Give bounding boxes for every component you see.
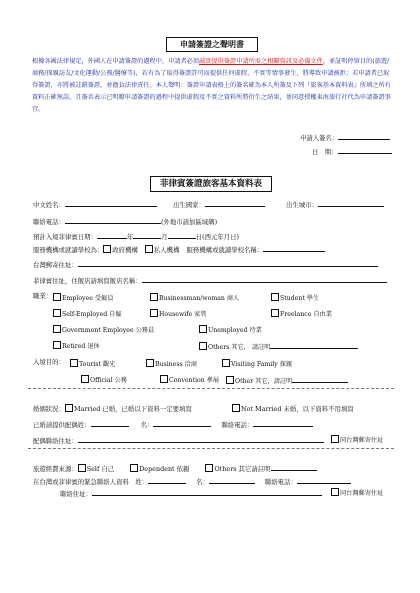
purpose-business-label: Business 洽商	[155, 361, 198, 368]
occupation-self-employed	[53, 309, 122, 318]
employer-name-label: 服務機構或就讀學校名稱：	[186, 246, 264, 254]
gov-agency-label: 政府機構	[112, 246, 138, 254]
departure-day-field[interactable]	[168, 231, 196, 239]
spouse-same-address-checkbox[interactable]	[331, 435, 339, 443]
name-label: 中文姓名：	[33, 201, 65, 209]
expense-others-field[interactable]	[271, 463, 317, 471]
tw-address-label: 台灣郵寄住址：	[33, 261, 78, 269]
employer-name-field[interactable]	[263, 244, 325, 252]
section-divider-2	[28, 448, 394, 449]
marital-row	[33, 404, 192, 414]
occupation-unemployed	[199, 325, 262, 334]
month-label: 月	[161, 233, 168, 241]
purpose-convention	[160, 375, 219, 384]
emergency-phone-field[interactable]	[297, 476, 351, 484]
married-checkbox[interactable]	[65, 404, 73, 412]
phone-note: (外地市請加區域碼)	[160, 218, 218, 226]
employer-label: 服務機構或就讀學校為：	[33, 246, 104, 254]
birth-city-label: 出生城市：	[286, 201, 318, 209]
employer-row	[33, 244, 325, 255]
purpose-other-checkbox[interactable]	[226, 376, 234, 384]
married-label: Married 已婚，已婚以下資料一定要填寫	[73, 405, 192, 413]
applicant-signature-row	[300, 132, 390, 143]
gov-agency-checkbox[interactable]	[103, 245, 111, 253]
occupation-housewife-checkbox[interactable]	[150, 309, 158, 317]
birth-city-row	[286, 199, 384, 210]
form-title: 菲律賓簽證旅客基本資料表	[150, 176, 272, 192]
emergency-surname-field[interactable]	[148, 476, 186, 484]
birth-country-field[interactable]	[205, 199, 265, 207]
purpose-label: 入境目的：	[33, 358, 65, 366]
declaration-text	[32, 56, 392, 116]
ph-address-label: 菲律賓住址，住飯店請填寫飯店名稱：	[33, 277, 142, 285]
purpose-business	[146, 359, 197, 368]
occupation-unemployed-checkbox[interactable]	[199, 325, 207, 333]
birth-country-label: 出生國家：	[173, 201, 205, 209]
occupation-business-label: Businessman/woman 商人	[159, 295, 240, 302]
purpose-official	[81, 375, 127, 384]
ph-address-row	[33, 275, 387, 286]
declaration-highlight: 誠實提供簽證申請所需之相關資訊及必備文件	[199, 58, 323, 65]
occupation-housewife-label: Housewife 家管	[159, 311, 207, 318]
year-label: 年	[126, 233, 134, 241]
ph-address-field[interactable]	[142, 275, 387, 283]
tw-address-field[interactable]	[78, 259, 378, 267]
birth-city-field[interactable]	[318, 199, 384, 207]
spouse-surname-label: 已婚請提供配偶姓：	[33, 421, 91, 429]
purpose-convention-label: Convention 參展	[169, 377, 220, 384]
expense-dependent-checkbox[interactable]	[130, 464, 138, 472]
applicant-signature-field[interactable]	[338, 132, 390, 140]
emergency-same-address-label: 同台灣郵寄住址	[340, 490, 384, 497]
occupation-unemployed-label: Unemployed 待業	[208, 327, 262, 334]
spouse-address-row	[33, 435, 324, 446]
emergency-given-label: 名：	[196, 478, 209, 486]
departure-row	[33, 231, 239, 242]
expense-others-label: Others 其它請註明	[214, 465, 271, 473]
purpose-official-label: Official 公務	[90, 377, 127, 384]
not-married-checkbox[interactable]	[232, 404, 240, 412]
occupation-freelance	[271, 309, 332, 318]
phone-label: 聯絡電話：	[33, 218, 65, 226]
phone-row	[33, 216, 217, 227]
occupation-others	[199, 341, 358, 351]
expense-others-checkbox[interactable]	[205, 464, 213, 472]
occupation-government	[53, 325, 154, 334]
spouse-phone-field[interactable]	[253, 419, 313, 427]
occupation-retired-checkbox[interactable]	[53, 341, 61, 349]
not-married-label: Not Married 未婚，以下資料不用填寫	[241, 405, 354, 413]
emergency-address-field[interactable]	[92, 488, 322, 496]
occupation-self-employed-checkbox[interactable]	[53, 309, 61, 317]
emergency-same-address	[331, 488, 383, 497]
departure-label: 預計入境菲律賓日期：	[33, 233, 97, 241]
expense-label: 旅遊經費來源：	[33, 465, 78, 473]
occupation-self-employed-label: Self-Employed 自僱	[62, 311, 122, 318]
emergency-phone-label: 聯絡電話：	[264, 478, 297, 486]
private-agency-checkbox[interactable]	[145, 245, 153, 253]
spouse-given-field[interactable]	[153, 419, 211, 427]
section-divider-1	[28, 388, 394, 389]
emergency-row	[33, 476, 351, 487]
purpose-visiting-label: Visiting Family 探親	[231, 361, 293, 368]
occupation-employee	[53, 293, 113, 302]
spouse-surname-field[interactable]	[91, 419, 129, 427]
spouse-given-label: 名：	[140, 421, 154, 429]
name-row	[33, 199, 157, 210]
occupation-label: 職業：	[33, 292, 53, 300]
not-married-option	[232, 404, 354, 414]
day-label: 日(西元年月日)	[195, 233, 240, 241]
occupation-student-checkbox[interactable]	[271, 293, 279, 301]
purpose-other-field[interactable]	[292, 375, 348, 383]
purpose-other-label: Other 其它，請註明	[235, 378, 293, 385]
purpose-visiting-checkbox[interactable]	[222, 359, 230, 367]
declaration-title: 申請簽證之聲明書	[166, 37, 258, 52]
spouse-address-field[interactable]	[78, 435, 324, 443]
spouse-row	[33, 419, 313, 430]
occupation-employee-label: Employee 受僱員	[62, 295, 114, 302]
occupation-government-checkbox[interactable]	[53, 325, 61, 333]
tw-address-row	[33, 259, 378, 270]
birth-country-row	[173, 199, 265, 210]
occupation-student-label: Student 學生	[280, 295, 320, 302]
declaration-part-2: ，並証明停留目的(旅遊/商務/探親訪友/文化運動/公務/醫療等)，若有為了取得簽證許可而提供任何虛假、不實等情事發生，將導致申請被拒；若申請者已取得簽證，亦將被註銷簽證，並擔負法律責任。本人聲明：簽證申請表格上的簽名確為本人所簽及下列『旅客基本資料表』所填之所有資料正確無誤，且簽名表示已明瞭申請簽證的過程中提供虛假及不實之資料所將衍生之結果，並同意授權東南旅行社代為申請簽證事宜。	[32, 58, 391, 113]
occupation-freelance-checkbox[interactable]	[271, 309, 279, 317]
occupation-retired	[53, 341, 100, 350]
spouse-same-address	[331, 435, 383, 444]
purpose-business-checkbox[interactable]	[146, 359, 154, 367]
emergency-surname-label: 在台灣或菲律賓的緊急聯絡人資料 姓：	[33, 478, 149, 486]
departure-year-field[interactable]	[97, 231, 127, 239]
purpose-visiting	[222, 359, 292, 368]
occupation-business-checkbox[interactable]	[150, 293, 158, 301]
private-agency-label: 私人機構	[153, 246, 180, 254]
emergency-given-field[interactable]	[209, 476, 255, 484]
date-label: 日 期：	[312, 148, 338, 156]
occupation-business	[150, 293, 239, 302]
emergency-address-label: 聯絡住址：	[60, 490, 92, 498]
purpose-official-checkbox[interactable]	[81, 375, 89, 383]
occupation-employee-checkbox[interactable]	[53, 293, 61, 301]
occupation-others-field[interactable]	[270, 341, 358, 349]
declaration-part-1: 根據各國法律規定，外國人在申請簽證的過程中，申請者必須	[32, 58, 200, 65]
purpose-tourist-checkbox[interactable]	[70, 359, 78, 367]
expense-row	[33, 463, 317, 474]
occupation-retired-label: Retired 退休	[62, 343, 100, 350]
departure-month-field[interactable]	[133, 231, 161, 239]
emergency-address-row	[60, 488, 322, 499]
phone-field[interactable]	[65, 216, 161, 224]
emergency-same-address-checkbox[interactable]	[331, 488, 339, 496]
expense-dependent-label: Dependent 依親	[139, 465, 190, 473]
spouse-same-address-label: 同台灣郵寄住址	[340, 437, 384, 444]
occupation-others-label: Others 其它， 請註明	[208, 344, 271, 351]
date-row	[312, 146, 392, 157]
occupation-others-checkbox[interactable]	[199, 342, 207, 350]
expense-self-checkbox[interactable]	[78, 464, 86, 472]
expense-self-label: Self 自己	[86, 465, 115, 473]
occupation-freelance-label: Freelance 自由業	[280, 311, 332, 318]
purpose-convention-checkbox[interactable]	[160, 375, 168, 383]
spouse-address-label: 配偶聯絡住址：	[33, 437, 78, 445]
name-field[interactable]	[65, 199, 157, 207]
date-field[interactable]	[338, 146, 392, 154]
purpose-tourist-label: Tourist 觀光	[79, 361, 116, 368]
occupation-housewife	[150, 309, 207, 318]
spouse-phone-label: 聯絡電話：	[221, 421, 254, 429]
occupation-student	[271, 293, 319, 302]
occupation-government-label: Government Employee 公務員	[62, 327, 155, 334]
purpose-other	[226, 375, 348, 385]
applicant-signature-label: 申請人簽名：	[300, 134, 339, 142]
marital-label: 婚姻狀況：	[33, 405, 65, 413]
purpose-tourist	[70, 359, 115, 368]
